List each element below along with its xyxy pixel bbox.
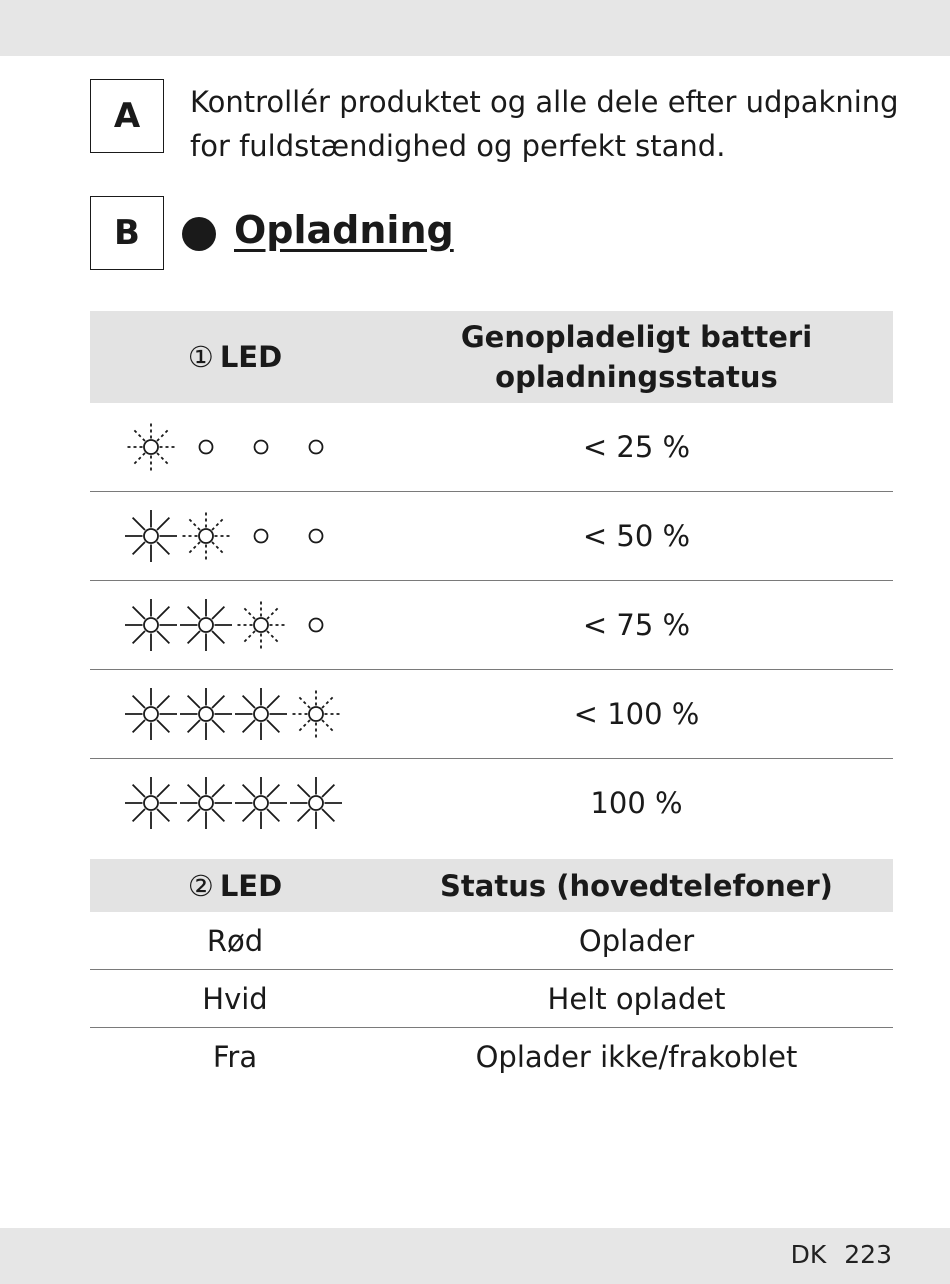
status-cell: < 50 % bbox=[380, 492, 893, 581]
table-header-row bbox=[90, 859, 893, 912]
section-a-label: A bbox=[90, 79, 164, 153]
led-indicator-cell bbox=[90, 670, 380, 759]
led-color-cell: Fra bbox=[90, 1028, 380, 1086]
language-code: DK bbox=[790, 1240, 827, 1269]
led-on-icon bbox=[125, 599, 177, 651]
section-b-label: B bbox=[90, 196, 164, 270]
battery-status-table bbox=[90, 311, 893, 847]
led-on-icon bbox=[235, 688, 287, 740]
page-number: 223 bbox=[844, 1240, 892, 1269]
section-a-text: Kontrollér produktet og alle dele efter udpakning for fuldstændighed og perfekt stand. bbox=[190, 85, 899, 163]
led-indicator-cell bbox=[90, 581, 380, 670]
led-indicator-cell bbox=[90, 492, 380, 581]
status-cell: < 75 % bbox=[380, 581, 893, 670]
page-footer bbox=[791, 1240, 892, 1269]
led-off-icon bbox=[200, 441, 213, 454]
table-row bbox=[90, 970, 893, 1028]
led-on-icon bbox=[125, 777, 177, 829]
led-on-icon bbox=[180, 688, 232, 740]
bullet-dot-icon bbox=[182, 217, 216, 251]
status-cell: < 25 % bbox=[582, 430, 691, 464]
led-on-icon bbox=[125, 688, 177, 740]
led-color-cell: Hvid bbox=[90, 970, 380, 1028]
status-cell: < 100 % bbox=[380, 670, 893, 759]
led-color-cell: Rød bbox=[206, 923, 264, 958]
led-off-icon bbox=[255, 441, 268, 454]
header-band bbox=[0, 0, 950, 56]
led-blink-icon bbox=[180, 510, 232, 562]
led-header bbox=[90, 311, 380, 403]
table-row bbox=[90, 581, 893, 670]
led-on-icon bbox=[180, 599, 232, 651]
table-row bbox=[90, 759, 893, 848]
led-on-icon bbox=[290, 777, 342, 829]
led-indicators bbox=[124, 417, 364, 477]
status-header: Genopladeligt batteri opladningsstatus bbox=[380, 311, 893, 403]
table-row bbox=[90, 403, 893, 492]
led-indicators bbox=[124, 506, 364, 566]
status-cell: Helt opladet bbox=[380, 970, 893, 1028]
led-indicators bbox=[124, 773, 364, 833]
table-row bbox=[90, 1028, 893, 1086]
table-row bbox=[90, 912, 893, 970]
status-header: Status (hovedtelefoner) bbox=[380, 859, 893, 912]
status-cell: Oplader bbox=[578, 923, 695, 958]
table-header-row bbox=[90, 311, 893, 403]
led-indicator-cell bbox=[90, 403, 380, 492]
led-header-label: LED bbox=[219, 340, 283, 374]
led-indicators bbox=[124, 595, 364, 655]
led-header-label: LED bbox=[219, 868, 283, 903]
status-cell: 100 % bbox=[380, 759, 893, 848]
led-on-icon bbox=[125, 510, 177, 562]
led-off-icon bbox=[310, 441, 323, 454]
table-row bbox=[90, 492, 893, 581]
circled-number-1: ① bbox=[187, 340, 214, 374]
led-indicator-cell bbox=[90, 759, 380, 848]
led-on-icon bbox=[180, 777, 232, 829]
led-off-icon bbox=[255, 530, 268, 543]
circled-number-2: ② bbox=[187, 868, 214, 903]
section-b-title: Opladning bbox=[234, 208, 454, 252]
headphone-status-table bbox=[90, 859, 893, 1085]
led-off-icon bbox=[310, 530, 323, 543]
led-blink-icon bbox=[235, 599, 287, 651]
led-off-icon bbox=[310, 619, 323, 632]
led-header bbox=[90, 859, 380, 912]
status-cell: Oplader ikke/frakoblet bbox=[380, 1028, 893, 1086]
led-blink-icon bbox=[125, 421, 177, 473]
led-on-icon bbox=[235, 777, 287, 829]
led-indicators bbox=[124, 684, 364, 744]
table-row bbox=[90, 670, 893, 759]
led-blink-icon bbox=[290, 688, 342, 740]
